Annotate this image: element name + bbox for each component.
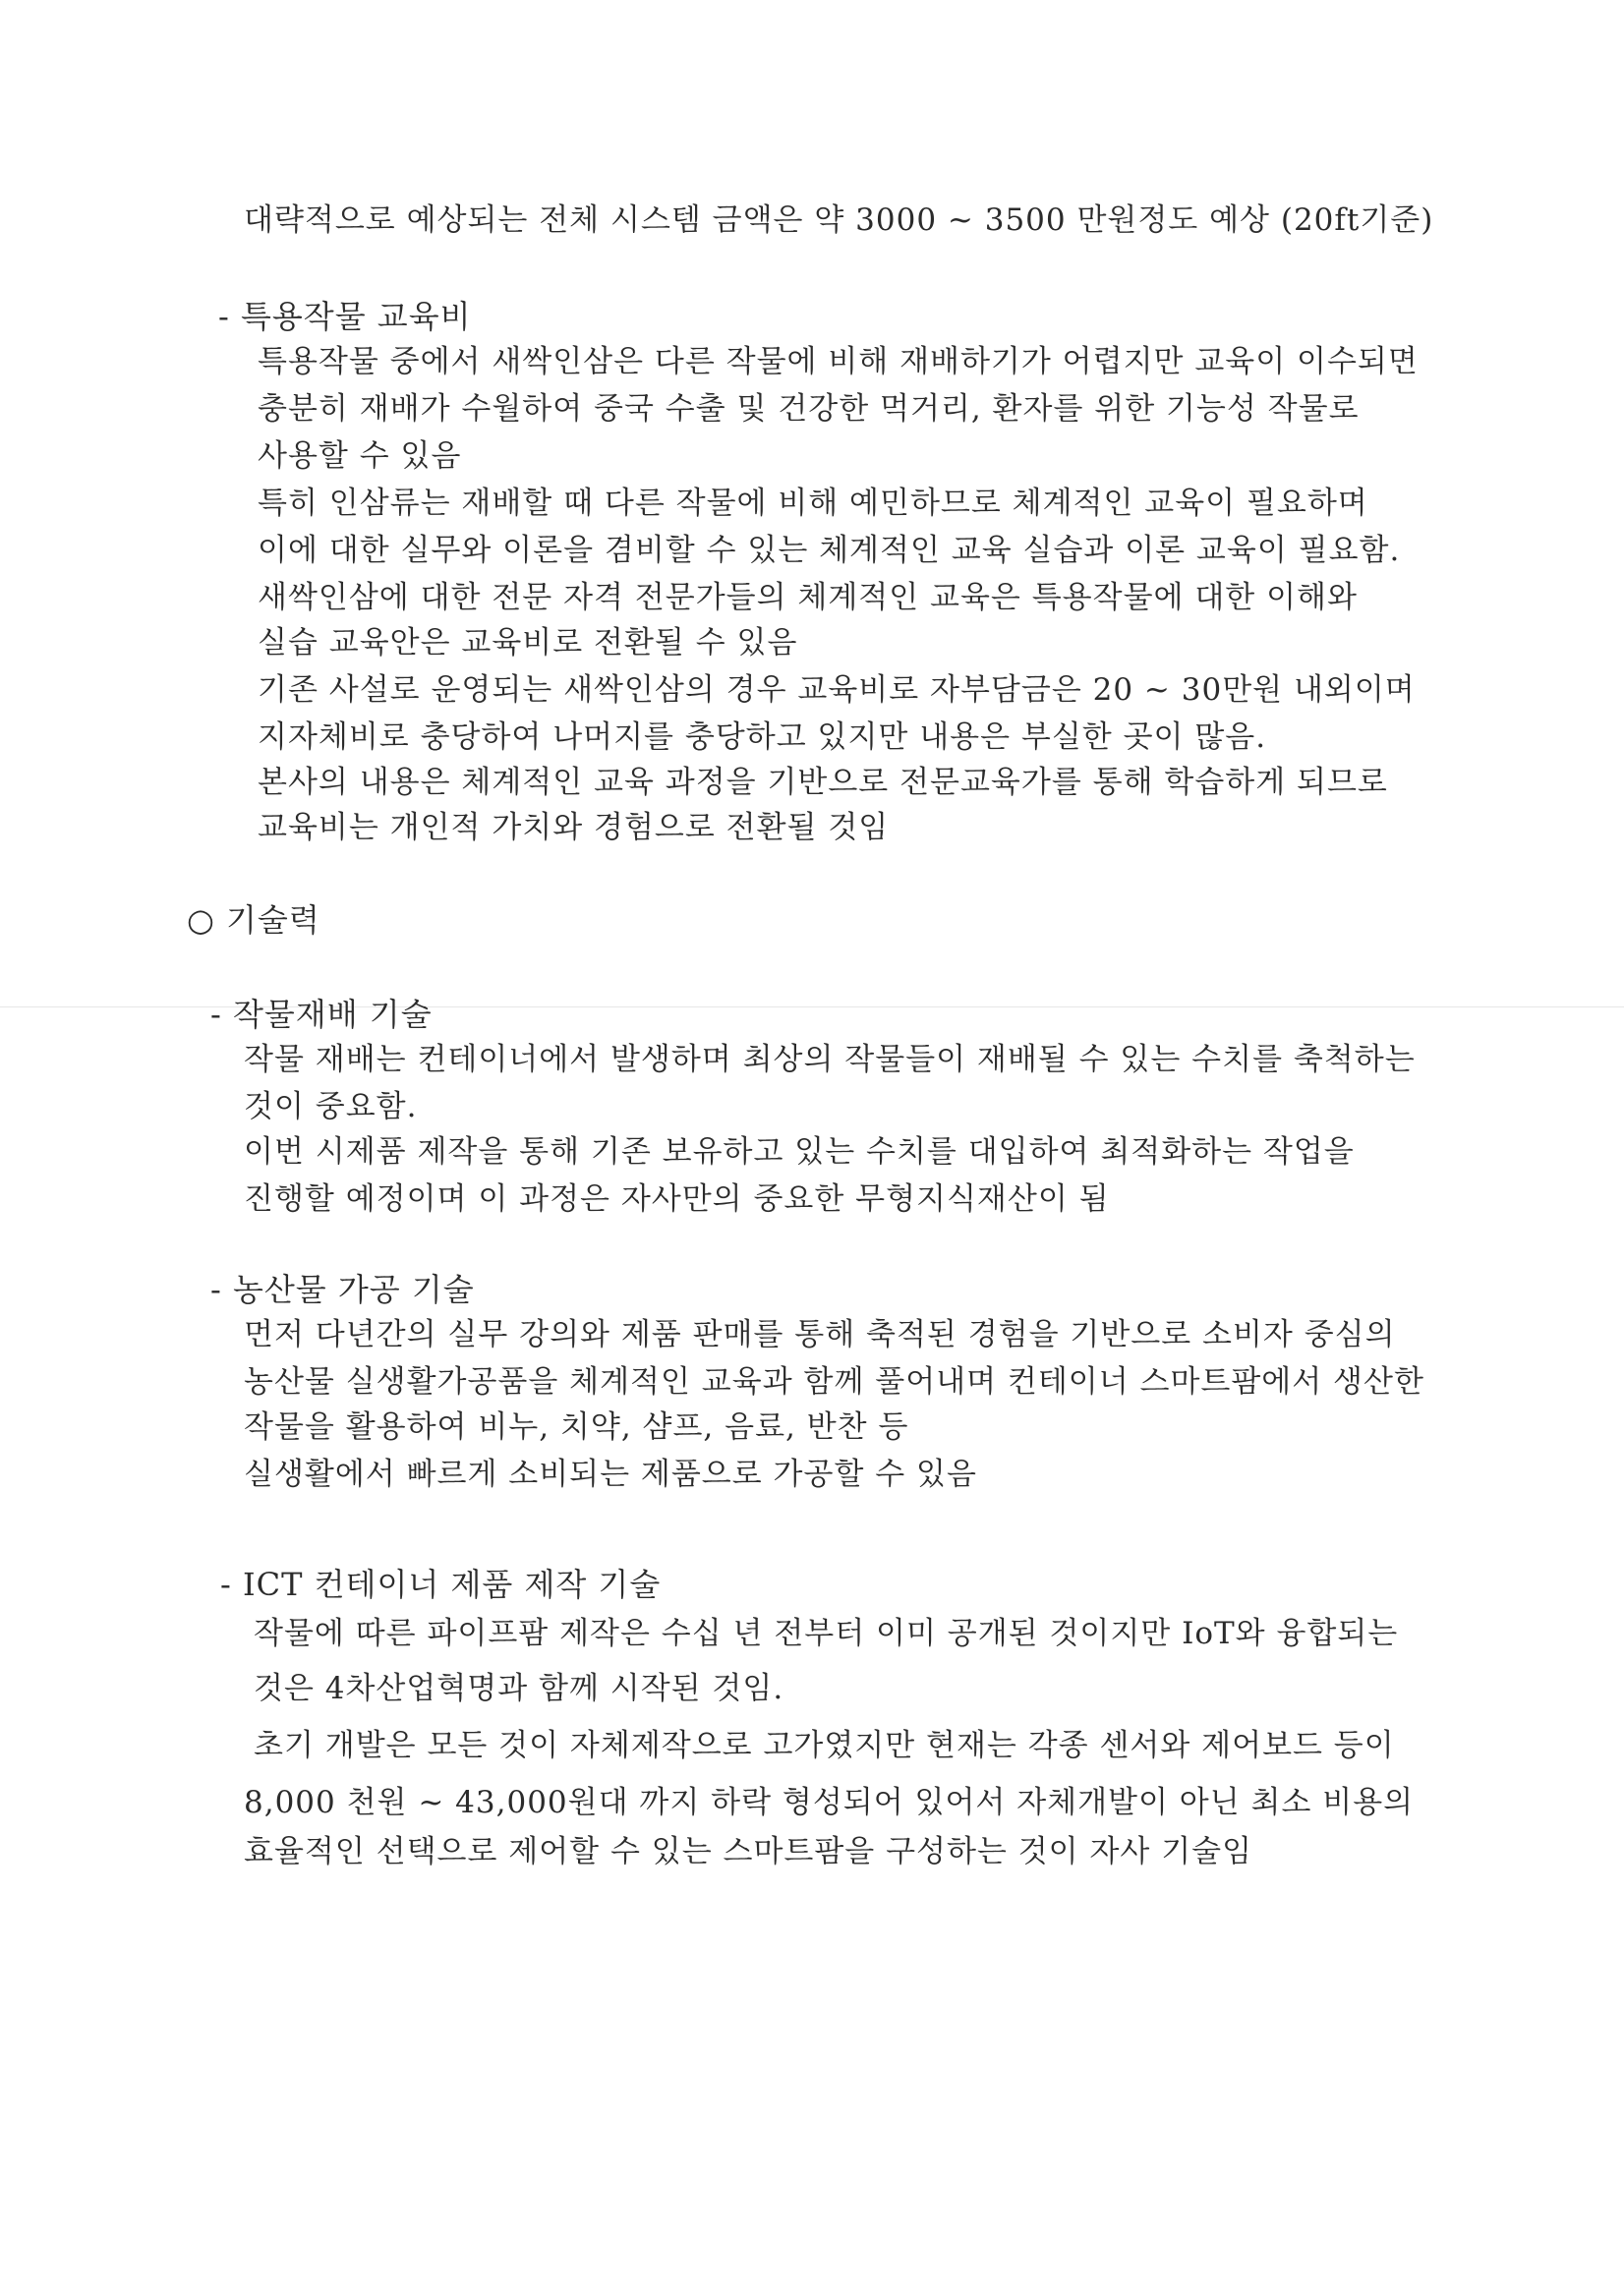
paragraph-line: 실생활에서 빠르게 소비되는 제품으로 가공할 수 있음 (244, 1457, 977, 1492)
circle-bullet-icon: ○ (187, 901, 215, 939)
section-heading-label: 기술력 (226, 901, 320, 939)
subheading-ict-container: - ICT 컨테이너 제품 제작 기술 (220, 1566, 662, 1603)
paragraph-line: 특히 인삼류는 재배할 때 다른 작물에 비해 예민하므로 체계적인 교육이 필요하며 (258, 486, 1368, 521)
paragraph-line: 작물에 따른 파이프팜 제작은 수십 년 전부터 이미 공개된 것이지만 IoT와 융합되는 (254, 1616, 1399, 1651)
paragraph-line: 것이 중요함. (244, 1089, 418, 1124)
paragraph-line: 충분히 재배가 수월하여 중국 수출 및 건강한 먹거리, 환자를 위한 기능성 작물로 (258, 391, 1360, 427)
paragraph-line: 지자체비로 충당하여 나머지를 충당하고 있지만 내용은 부실한 곳이 많음. (258, 719, 1267, 755)
section-heading-technology (187, 900, 320, 940)
paragraph-line: 8,000 천원 ~ 43,000원대 까지 하락 형성되어 있어서 자체개발이 아닌 최소 비용의 (244, 1785, 1415, 1820)
paragraph-line: 농산물 실생활가공품을 체계적인 교육과 함께 풀어내며 컨테이너 스마트팜에서 생산한 (244, 1364, 1424, 1400)
paragraph-line: 실습 교육안은 교육비로 전환될 수 있음 (258, 625, 798, 660)
paragraph-line: 본사의 내용은 체계적인 교육 과정을 기반으로 전문교육가를 통해 학습하게 되므로 (258, 765, 1388, 800)
paragraph-line: 효율적인 선택으로 제어할 수 있는 스마트팜을 구성하는 것이 자사 기술임 (244, 1834, 1253, 1869)
paragraph-line: 것은 4차산업혁명과 함께 시작된 것임. (254, 1671, 784, 1706)
paragraph-line: 초기 개발은 모든 것이 자체제작으로 고가였지만 현재는 각종 센서와 제어보드 등이 (254, 1728, 1395, 1763)
paragraph-line: 교육비는 개인적 가치와 경험으로 전환될 것임 (258, 810, 890, 845)
subheading-crop-cultivation: - 작물재배 기술 (210, 996, 433, 1033)
paragraph-line: 작물을 활용하여 비누, 치약, 샴프, 음료, 반찬 등 (244, 1409, 909, 1445)
paragraph-line: 먼저 다년간의 실무 강의와 제품 판매를 통해 축적된 경험을 기반으로 소비자 중심의 (244, 1317, 1396, 1352)
paragraph-line: 기존 사설로 운영되는 새싹인삼의 경우 교육비로 자부담금은 20 ~ 30만원 내외이며 (258, 672, 1416, 708)
paragraph-line: 이에 대한 실무와 이론을 겸비할 수 있는 체계적인 교육 실습과 이론 교육이 필요함. (258, 533, 1401, 568)
paragraph-line: 새싹인삼에 대한 전문 자격 전문가들의 체계적인 교육은 특용작물에 대한 이해와 (258, 580, 1358, 615)
estimate-line: 대략적으로 예상되는 전체 시스템 금액은 약 3000 ~ 3500 만원정도 예상 (20ft기준) (244, 202, 1434, 238)
paragraph-line: 작물 재배는 컨테이너에서 발생하며 최상의 작물들이 재배될 수 있는 수치를 축척하는 (244, 1042, 1416, 1077)
subheading-agri-processing: - 농산물 가공 기술 (210, 1271, 475, 1308)
paragraph-line: 진행할 예정이며 이 과정은 자사만의 중요한 무형지식재산이 됨 (244, 1181, 1110, 1217)
paragraph-line: 사용할 수 있음 (258, 438, 462, 474)
paragraph-line: 이번 시제품 제작을 통해 기존 보유하고 있는 수치를 대입하여 최적화하는 작업을 (244, 1134, 1355, 1170)
subheading-education-cost: - 특용작물 교육비 (218, 298, 472, 335)
paragraph-line: 특용작물 중에서 새싹인삼은 다른 작물에 비해 재배하기가 어렵지만 교육이 이수되면 (258, 344, 1419, 379)
